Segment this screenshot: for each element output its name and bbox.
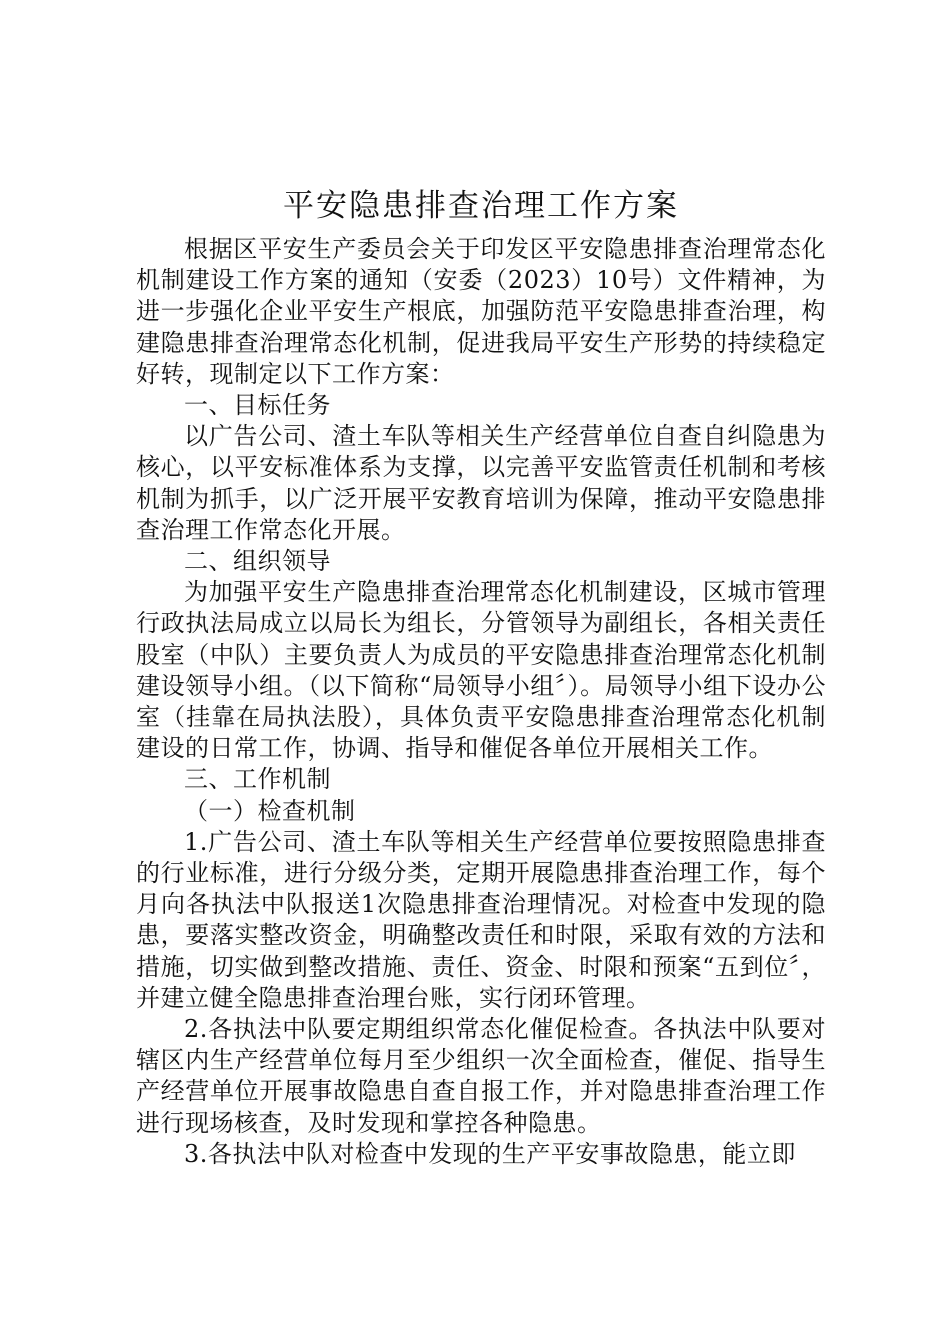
section-heading-goals: 一、目标任务 xyxy=(184,391,331,420)
section-paragraph-organization: 为加强平安生产隐患排查治理常态化机制建设，区城市管理行政执法局成立以局长为组长，分管领导为副组长，各相关责任股室（中队）主要负责人为成员的平安隐患排查治理常态化机制建设领导小组。（以下简称“局领导小组〞）。局领导小组下设办公室（挂靠在局执法股），具体负责平安隐患排查治理常态化机制建设的日常工作，协调、指导和催促各单位开展相关工作。 xyxy=(136,578,826,763)
section-paragraph-goals: 以广告公司、渣土车队等相关生产经营单位自查自纠隐患为核心，以平安标准体系为支撑，以完善平安监管责任机制和考核机制为抓手，以广泛开展平安教育培训为保障，推动平安隐患排查治理工作常态化开展。 xyxy=(136,422,826,544)
section-heading-mechanism: 三、工作机制 xyxy=(184,765,331,794)
list-item-2: 2.各执法中队要定期组织常态化催促检查。各执法中队要对辖区内生产经营单位每月至少组织一次全面检查，催促、指导生产经营单位开展事故隐患自查自报工作，并对隐患排查治理工作进行现场核查，及时发现和掌控各种隐患。 xyxy=(136,1015,826,1137)
document-title: 平安隐患排查治理工作方案 xyxy=(283,188,679,224)
subsection-heading-inspection: （一）检查机制 xyxy=(184,796,356,825)
intro-paragraph: 根据区平安生产委员会关于印发区平安隐患排查治理常态化机制建设工作方案的通知（安委（2023）10号）文件精神，为进一步强化企业平安生产根底，加强防范平安隐患排查治理，构建隐患排查治理常态化机制，促进我局平安生产形势的持续稳定好转，现制定以下工作方案： xyxy=(136,235,826,388)
section-heading-organization: 二、组织领导 xyxy=(184,547,331,576)
list-item-3: 3.各执法中队对检查中发现的生产平安事故隐患，能立即 xyxy=(184,1139,796,1168)
list-item-1: 1.广告公司、渣土车队等相关生产经营单位要按照隐患排查的行业标准，进行分级分类，定期开展隐患排查治理工作，每个月向各执法中队报送1次隐患排查治理情况。对检查中发现的隐患，要落实整改资金，明确整改责任和时限，采取有效的方法和措施，切实做到整改措施、责任、资金、时限和预案“五到位〞，并建立健全隐患排查治理台账，实行闭环管理。 xyxy=(136,827,826,1012)
document-page xyxy=(136,178,826,1170)
